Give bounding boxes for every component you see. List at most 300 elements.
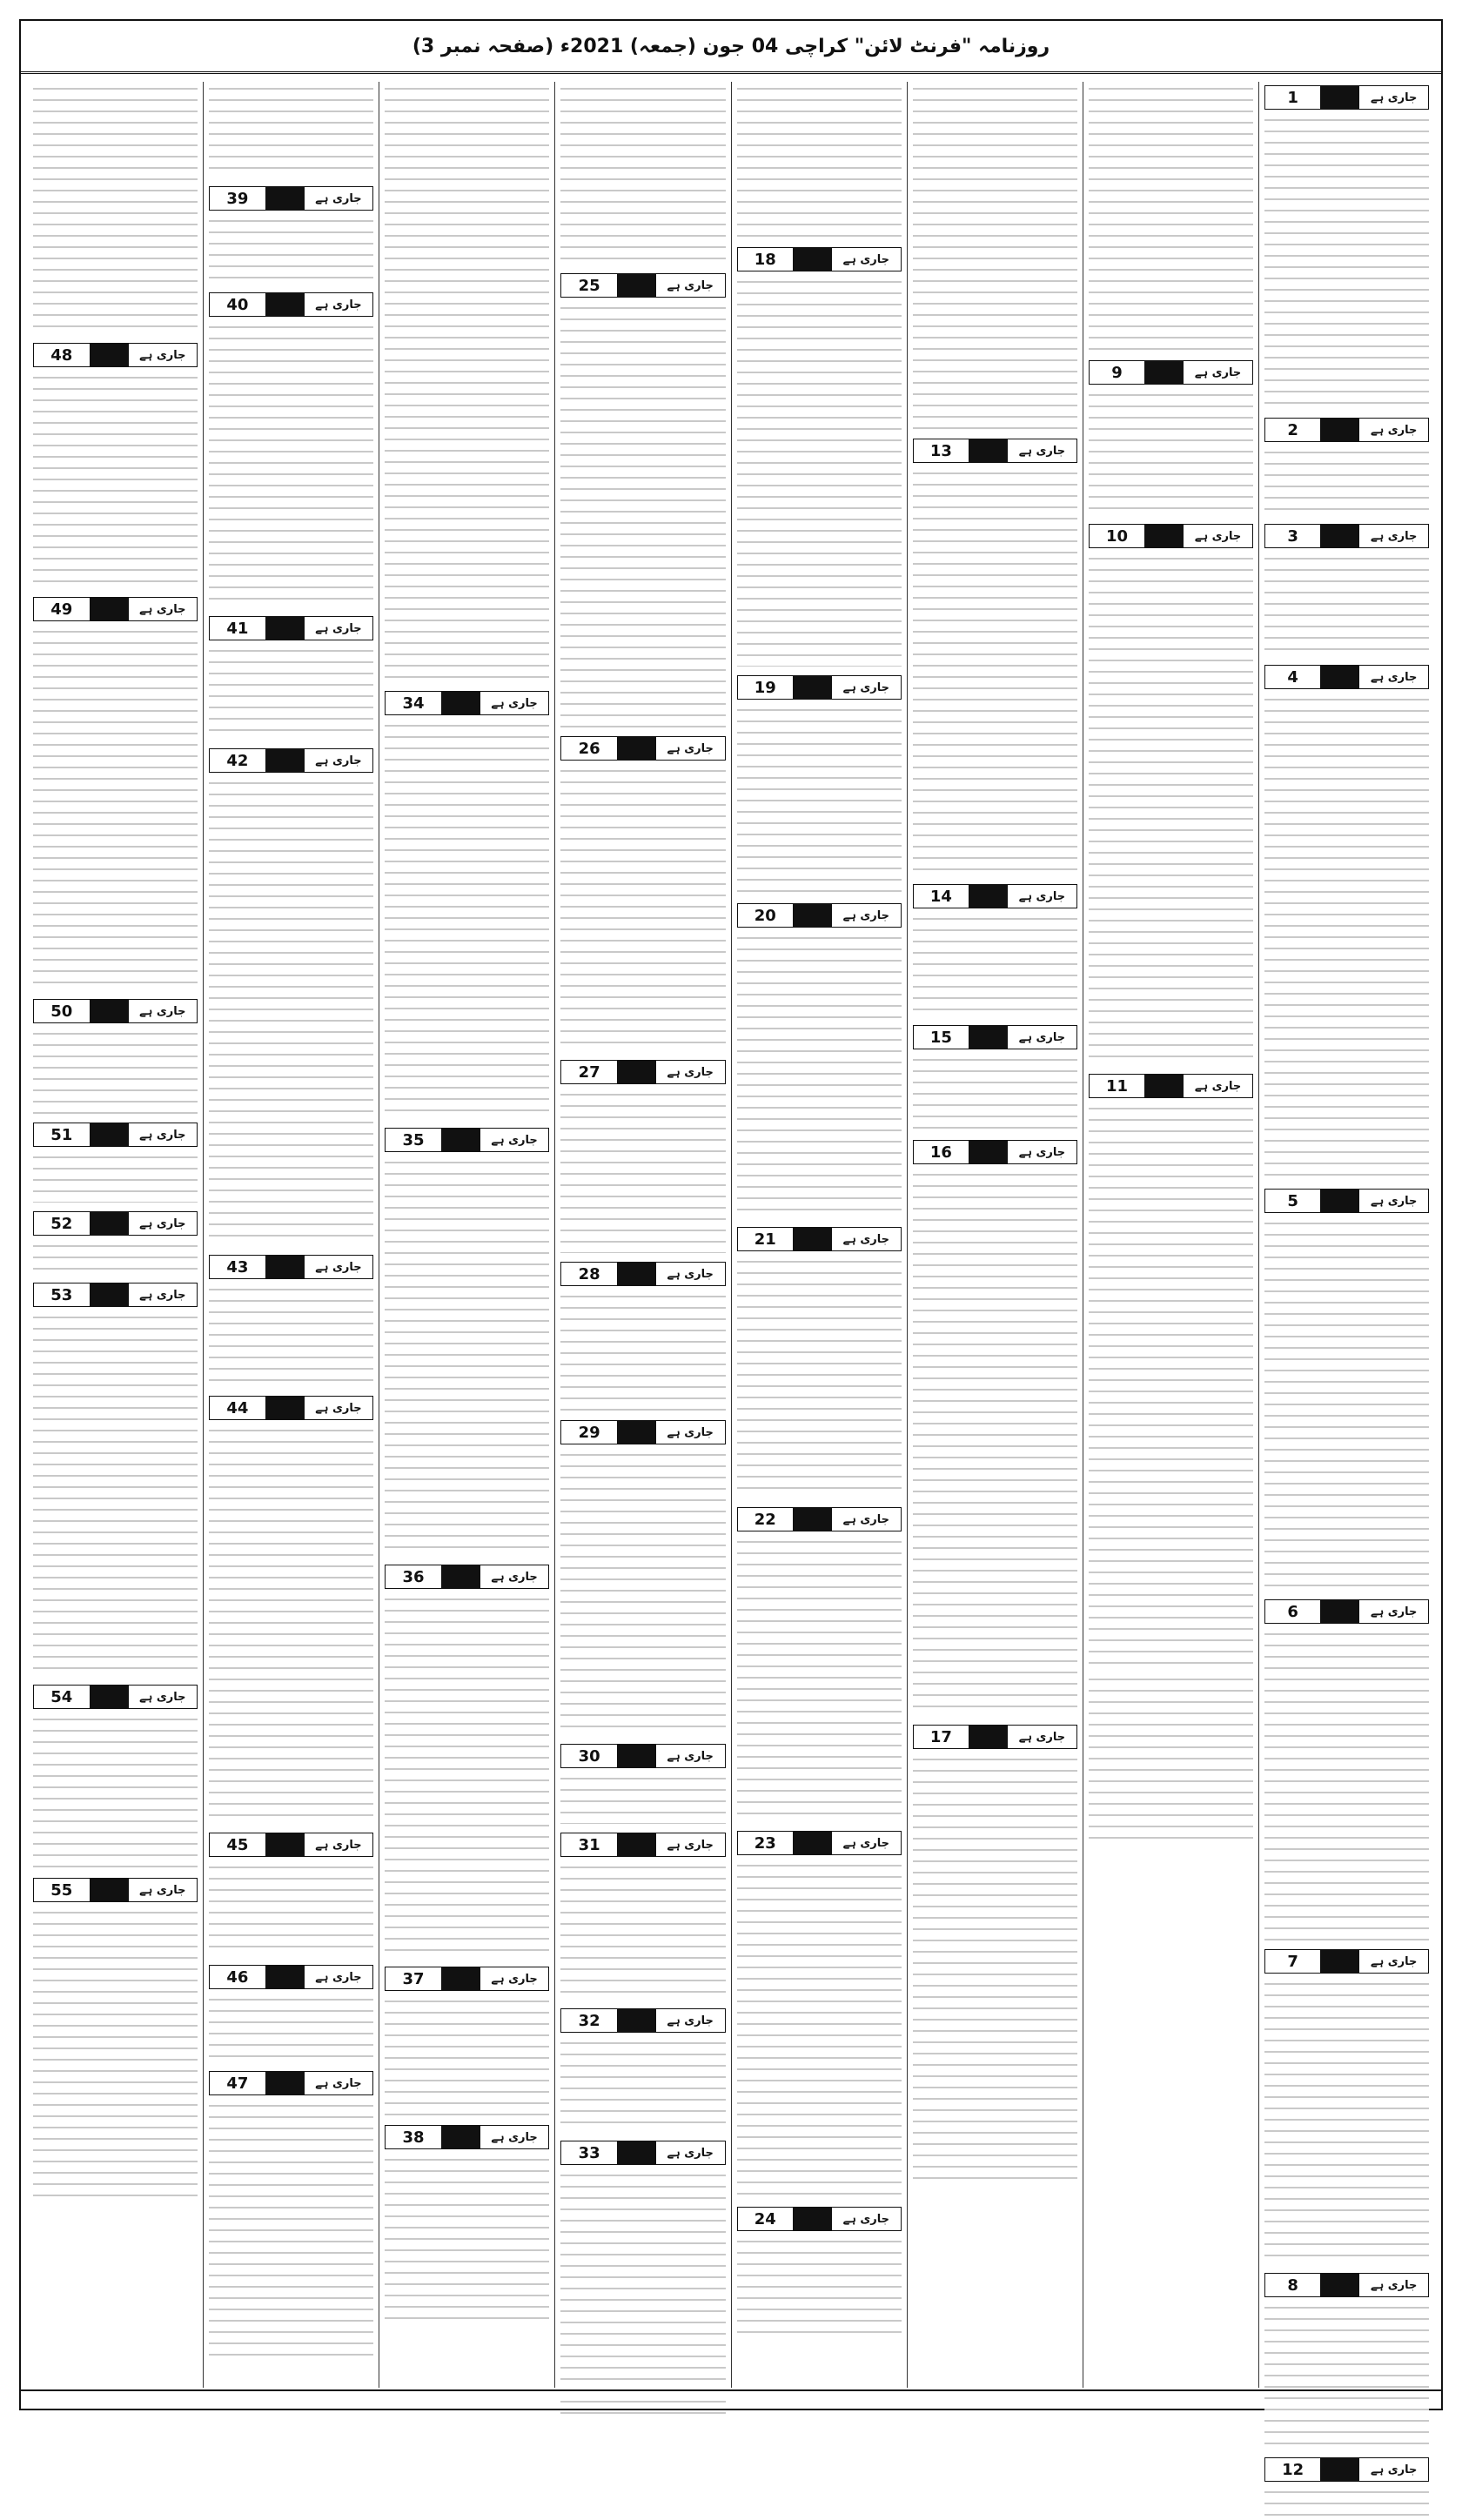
ad-header [1089,1074,1253,1098]
ad-header [33,343,198,367]
ad-number: 1 [1265,86,1322,109]
ad-number: 54 [34,1686,91,1708]
ad-header-label: جاری ہے [1359,1190,1428,1212]
ad-block-19 [737,672,902,895]
ad-header-bar [618,1061,656,1083]
ad-text-body [209,1283,373,1387]
ad-number: 2 [1265,419,1322,441]
ad-header [560,2008,725,2033]
ad-block-17 [913,1721,1077,2179]
ad-text-body [1089,1102,1253,1667]
ad-text-body [33,1310,198,1676]
ad-number: 24 [738,2208,795,2230]
ad-header-bar [618,1263,656,1285]
ad-block-24 [737,2203,902,2339]
ad-text-body [385,82,549,682]
ad-block-38 [385,2121,549,2327]
ad-header-bar [91,1879,129,1901]
ad-header-label: جاری ہے [129,1000,198,1022]
ad-text-body [33,371,198,588]
ad-block-12 [1264,2454,1429,2520]
ad-header-label: جاری ہے [305,1397,373,1419]
ad-header-label: جاری ہے [1359,1950,1428,1973]
ad-text-body [1264,2301,1429,2449]
ad-number: 55 [34,1879,91,1901]
ad-text-body [913,82,1077,430]
ad-header-bar [618,1745,656,1767]
ad-header-bar [266,1397,305,1419]
ad-number: 31 [561,1833,618,1856]
ad-header-label: جاری ہے [129,1879,198,1901]
ad-text-body [385,1156,549,1556]
ad-block-15 [913,1022,1077,1131]
ad-number: 6 [1265,1600,1322,1623]
ad-text-body [33,1027,198,1114]
ad-number: 51 [34,1123,91,1146]
ad-number: 10 [1090,525,1146,547]
ad-number: 48 [34,344,91,366]
ad-text-body [33,1150,198,1203]
ad-header [209,1965,373,1989]
ad-header [1089,524,1253,548]
ad-header-bar [1145,361,1184,384]
ad-header-label: جاری ہے [656,274,725,297]
ad-block-43 [209,1251,373,1387]
ad-header-bar [91,598,129,620]
ad-text-body [1264,552,1429,656]
ad-header-bar [266,749,305,772]
ad-header-label: جاری ہے [480,692,549,714]
ad-header [209,1255,373,1279]
ad-number: 17 [914,1726,970,1748]
ad-number: 40 [210,293,266,316]
ad-text-body [913,1168,1077,1716]
ad-header-label: جاری ہے [129,598,198,620]
ad-block-45 [209,1829,373,1956]
ad-number: 18 [738,248,795,271]
ad-header-bar [91,1123,129,1146]
ad-header-bar [1321,2274,1359,2296]
ad-number: 53 [34,1283,91,1306]
ad-header-bar [266,1833,305,1856]
ad-continuation [913,82,1077,430]
ad-header-bar [442,1967,480,1990]
ad-header [1264,85,1429,110]
ad-header [33,1283,198,1307]
ad-text-body [737,703,902,895]
ad-block-29 [560,1417,725,1735]
ad-header [913,884,1077,908]
ad-text-body [33,82,198,334]
ad-header-bar [266,2072,305,2094]
ad-header-bar [969,439,1008,462]
ad-number: 26 [561,737,618,760]
ad-number: 43 [210,1256,266,1278]
ad-block-16 [913,1136,1077,1716]
ad-text-body [737,275,902,667]
ad-header-bar [1321,86,1359,109]
ad-header-bar [618,1833,656,1856]
ad-header-bar [618,2141,656,2164]
ad-continuation [33,82,198,334]
ad-header-label: جاری ہے [1008,885,1076,908]
ad-header-label: جاری ہے [832,1508,901,1531]
ad-header-label: جاری ہے [832,676,901,699]
ad-number: 14 [914,885,970,908]
ad-number: 49 [34,598,91,620]
ad-header-bar [794,1508,832,1531]
ad-block-50 [33,995,198,1114]
ad-text-body [209,320,373,607]
ad-header-bar [442,1129,480,1151]
ad-header [737,675,902,700]
ad-header [560,1262,725,1286]
ad-header [1264,418,1429,442]
ad-header [385,1967,549,1991]
ad-continuation [737,82,902,238]
ad-header-bar [1321,1950,1359,1973]
ad-header-bar [266,1966,305,1988]
ad-text-body [209,214,373,284]
ad-block-55 [33,1874,198,2202]
ad-text-body [560,1088,725,1253]
ad-header-bar [1321,666,1359,688]
ad-header [209,186,373,211]
ad-block-52 [33,1208,198,1274]
ad-header-bar [266,293,305,316]
ad-header-bar [794,676,832,699]
ad-number: 44 [210,1397,266,1419]
ad-text-body [737,1859,902,2198]
ad-header [385,1565,549,1589]
ad-text-body [33,1712,198,1869]
ad-number: 21 [738,1228,795,1250]
ad-header [33,999,198,1023]
ad-block-22 [737,1504,902,1822]
column-1 [1258,82,1434,2479]
ad-block-32 [560,2005,725,2132]
ad-number: 15 [914,1026,970,1049]
ad-header [913,1025,1077,1049]
ad-number: 38 [386,2126,442,2148]
ad-block-26 [560,733,725,1051]
ad-header [737,1831,902,1855]
ad-text-body [913,912,1077,1016]
ad-header [1264,665,1429,689]
ad-header [913,1725,1077,1749]
ad-text-body [560,1860,725,2000]
ad-block-27 [560,1056,725,1253]
ad-continuation [209,82,373,178]
ad-header [33,597,198,621]
ad-number: 5 [1265,1190,1322,1212]
ad-text-body [560,301,725,727]
ad-block-30 [560,1740,725,1824]
ad-header-label: جاری ہے [656,2141,725,2164]
ad-header-label: جاری ہے [1359,1600,1428,1623]
ad-number: 34 [386,692,442,714]
ad-header-label: جاری ہے [656,737,725,760]
ad-header-bar [266,1256,305,1278]
ad-block-13 [913,435,1077,875]
ad-number: 39 [210,187,266,210]
ad-number: 4 [1265,666,1322,688]
ad-header-bar [442,2126,480,2148]
ad-number: 30 [561,1745,618,1767]
column-3 [907,82,1083,2388]
ad-text-body [385,1592,549,1958]
ad-header [560,1833,725,1857]
ad-number: 3 [1265,525,1322,547]
ad-block-42 [209,745,373,1246]
ad-text-body [737,1535,902,1822]
ad-header-label: جاری ہے [305,187,373,210]
ad-header [913,439,1077,463]
ad-header-label: جاری ہے [129,1686,198,1708]
ad-block-37 [385,1963,549,2116]
ad-header-label: جاری ہے [1359,525,1428,547]
ad-number: 7 [1265,1950,1322,1973]
column-4 [731,82,907,2388]
ad-block-48 [33,339,198,588]
ad-text-body [560,2036,725,2132]
ad-header-bar [969,885,1008,908]
ad-number: 23 [738,1832,795,1854]
ad-header [385,691,549,715]
ad-block-36 [385,1561,549,1958]
ad-text-body [737,82,902,238]
ad-block-3 [1264,520,1429,656]
ad-header-label: جاری ہے [832,2208,901,2230]
ad-number: 22 [738,1508,795,1531]
ad-header [737,1227,902,1251]
ad-header-bar [91,1212,129,1235]
ad-text-body [913,466,1077,875]
ad-text-body [1089,552,1253,1065]
ad-text-body [560,1448,725,1735]
ad-text-body [209,776,373,1246]
ad-number: 11 [1090,1075,1146,1097]
ad-block-33 [560,2137,725,2421]
ad-text-body [209,82,373,178]
ad-text-body [913,1753,1077,2179]
ad-header-label: جاری ہے [129,1283,198,1306]
ad-text-body [1264,693,1429,1180]
ad-header [33,1211,198,1236]
ad-header-label: جاری ہے [656,1833,725,1856]
ad-header [560,273,725,298]
ad-header-bar [91,344,129,366]
ad-header-label: جاری ہے [1184,361,1252,384]
ad-header-bar [91,1283,129,1306]
ad-header-label: جاری ہے [832,904,901,927]
ad-header-bar [1321,1190,1359,1212]
ad-header [560,1420,725,1444]
ad-text-body [1089,1672,1253,1846]
newspaper-page [19,19,1443,2479]
ad-number: 45 [210,1833,266,1856]
ad-block-47 [209,2068,373,2360]
ad-continuation [1089,82,1253,352]
ad-header-label: جاری ہے [129,1212,198,1235]
ad-block-28 [560,1258,725,1411]
ad-text-body [737,1255,902,1498]
ad-header-bar [794,248,832,271]
ad-text-body [209,1993,373,2062]
ad-header [1264,2457,1429,2482]
ad-header-bar [794,904,832,927]
ad-block-10 [1089,520,1253,1065]
masthead [21,21,1441,74]
ad-header-label: جاری ہے [1359,2274,1428,2296]
ad-header [560,1744,725,1768]
ad-text-body [209,2099,373,2360]
ad-number: 42 [210,749,266,772]
ad-block-18 [737,244,902,667]
ad-header [1264,524,1429,548]
ad-block-41 [209,613,373,740]
ad-header-label: جاری ہے [656,1061,725,1083]
ad-header-label: جاری ہے [480,1565,549,1588]
ad-number: 36 [386,1565,442,1588]
ad-header-bar [1321,1600,1359,1623]
ad-number: 33 [561,2141,618,2164]
ad-header-bar [91,1000,129,1022]
ad-header [33,1123,198,1147]
ad-block-9 [1089,357,1253,510]
ad-block-21 [737,1223,902,1498]
ad-block-2 [1264,414,1429,515]
ad-header-bar [618,737,656,760]
ad-block-44 [209,1392,373,1824]
ad-block-7 [1264,1946,1429,2264]
ad-header-bar [266,617,305,640]
ad-header [33,1878,198,1902]
ad-number: 9 [1090,361,1146,384]
ad-block-34 [385,687,549,1119]
ad-block-20 [737,900,902,1218]
ad-header-bar [91,1686,129,1708]
ad-header-bar [969,1141,1008,1163]
ad-header-label: جاری ہے [656,2009,725,2032]
ad-text-body [560,1772,725,1824]
masthead-title: روزنامہ "فرنٹ لائن" کراچی 04 جون (جمعہ) 2021ء (صفحہ نمبر 3) [412,35,1050,57]
ad-text-body [737,2235,902,2339]
ad-header-label: جاری ہے [129,344,198,366]
column-5 [554,82,730,2388]
ad-header [1264,1599,1429,1624]
ad-header [737,1507,902,1531]
ad-text-body [1089,388,1253,510]
ad-text-body [1264,1977,1429,2264]
ad-header [1264,1189,1429,1213]
ad-header [1264,1949,1429,1974]
ad-header-label: جاری ہے [129,1123,198,1146]
ad-header [737,2207,902,2231]
ad-header-bar [794,1228,832,1250]
ad-text-body [209,644,373,740]
ad-number: 41 [210,617,266,640]
ad-header-bar [442,1565,480,1588]
ad-header [1264,2273,1429,2297]
ad-block-6 [1264,1596,1429,1940]
ad-header-label: جاری ہے [1008,1141,1076,1163]
ad-header-bar [1321,2458,1359,2481]
ad-text-body [1264,446,1429,515]
ad-number: 52 [34,1212,91,1235]
ad-number: 20 [738,904,795,927]
ad-number: 32 [561,2009,618,2032]
ad-header [385,2125,549,2149]
ad-number: 19 [738,676,795,699]
ad-header [209,616,373,640]
ad-header-bar [969,1726,1008,1748]
column-8 [28,82,203,2388]
ad-number: 35 [386,1129,442,1151]
ad-text-body [560,764,725,1051]
ad-header [33,1685,198,1709]
footer-rule [21,2389,1441,2409]
ad-header-bar [442,692,480,714]
ad-header-label: جاری ہے [1184,525,1252,547]
ad-header-label: جاری ہے [1359,666,1428,688]
ad-header-bar [1145,1075,1184,1097]
ad-block-35 [385,1124,549,1556]
ad-number: 25 [561,274,618,297]
ad-block-14 [913,881,1077,1016]
ad-block-25 [560,270,725,727]
ad-number: 47 [210,2072,266,2094]
ad-number: 16 [914,1141,970,1163]
ad-header-bar [618,2009,656,2032]
ad-header-label: جاری ہے [480,1129,549,1151]
ad-block-51 [33,1119,198,1203]
ad-header-label: جاری ہے [305,2072,373,2094]
ad-text-body [560,1290,725,1411]
ad-header-label: جاری ہے [305,1833,373,1856]
ad-text-body [560,82,725,265]
ad-header-label: جاری ہے [656,1745,725,1767]
ad-text-body [737,931,902,1218]
ad-number: 12 [1265,2458,1322,2481]
ad-number: 29 [561,1421,618,1444]
ad-block-23 [737,1827,902,2198]
ad-text-body [1264,1627,1429,1940]
ad-header [913,1140,1077,1164]
ad-text-body [560,2168,725,2421]
ad-text-body [33,625,198,990]
ad-block-49 [33,593,198,990]
ad-text-body [1264,1216,1429,1591]
ad-text-body [1089,82,1253,352]
ad-text-body [1264,2485,1429,2520]
ad-number: 50 [34,1000,91,1022]
ad-header [560,1060,725,1084]
ad-header-label: جاری ہے [1359,2458,1428,2481]
ad-header-label: جاری ہے [832,1832,901,1854]
ad-header [1089,360,1253,385]
ad-number: 28 [561,1263,618,1285]
ad-block-53 [33,1279,198,1676]
ad-header-bar [266,187,305,210]
ad-header-label: جاری ہے [1184,1075,1252,1097]
ad-header [737,247,902,271]
ad-text-body [1264,113,1429,409]
ad-header-label: جاری ہے [480,1967,549,1990]
ad-header-bar [1321,525,1359,547]
ad-header-label: جاری ہے [305,1966,373,1988]
ad-header [209,1396,373,1420]
